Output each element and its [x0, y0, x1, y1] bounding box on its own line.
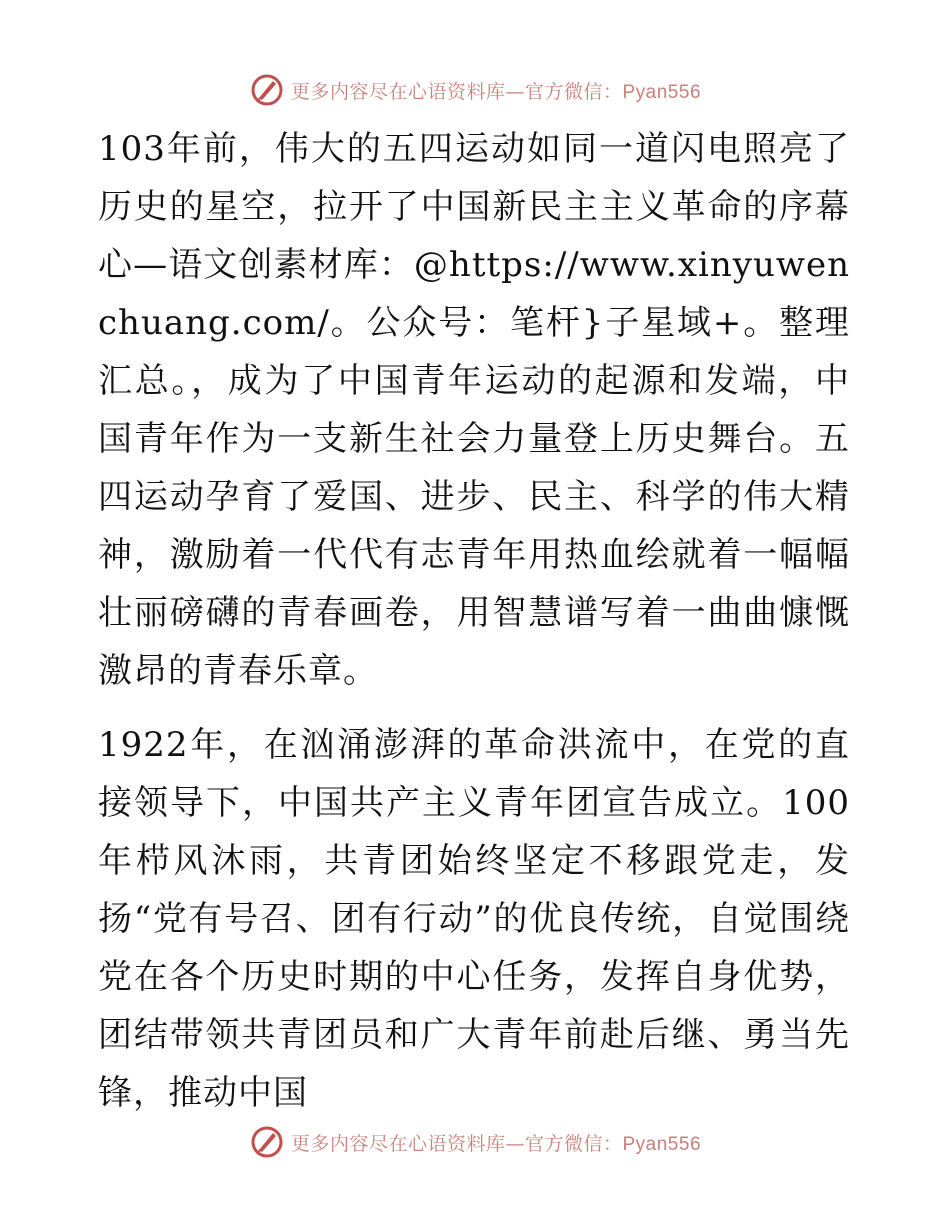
- paragraph-1: 103年前，伟大的五四运动如同一道闪电照亮了历史的星空，拉开了中国新民主主义革命的序幕心—语文创素材库：@https://www.xinyuwenchuang.com/。公众号：笔杆}子星域+。整理汇总。，成为了中国青年运动的起源和发端，中国青年作为一支新生社会力量登上历史舞台。五四运动孕育了爱国、进步、民主、科学的伟大精神，激励着一代代有志青年用热血绘就着一幅幅壮丽磅礴的青春画卷，用智慧谱写着一曲曲慷慨激昂的青春乐章。: [98, 129, 850, 691]
- quill-logo-icon: [249, 1124, 285, 1160]
- watermark-label: 更多内容尽在心语资料库—官方微信：: [290, 80, 623, 103]
- watermark-text: [291, 1129, 701, 1156]
- watermark-label: 更多内容尽在心语资料库—官方微信：: [290, 1132, 623, 1155]
- watermark-text: [291, 77, 701, 104]
- document-body: [98, 120, 850, 1138]
- quill-logo-icon: [249, 72, 285, 108]
- watermark-wechat-id: Pyan556: [622, 1133, 702, 1155]
- watermark-wechat-id: Pyan556: [622, 81, 702, 103]
- paragraph-2: 1922年，在汹涌澎湃的革命洪流中，在党的直接领导下，中国共产主义青年团宣告成立。100年栉风沐雨，共青团始终坚定不移跟党走，发扬“党有号召、团有行动”的优良传统，自觉围绕党在各个历史时期的中心任务，发挥自身优势，团结带领共青团员和广大青年前赴后继、勇当先锋，推动中国: [98, 725, 850, 1113]
- footer-watermark: [0, 1122, 950, 1162]
- header-watermark: [0, 70, 950, 110]
